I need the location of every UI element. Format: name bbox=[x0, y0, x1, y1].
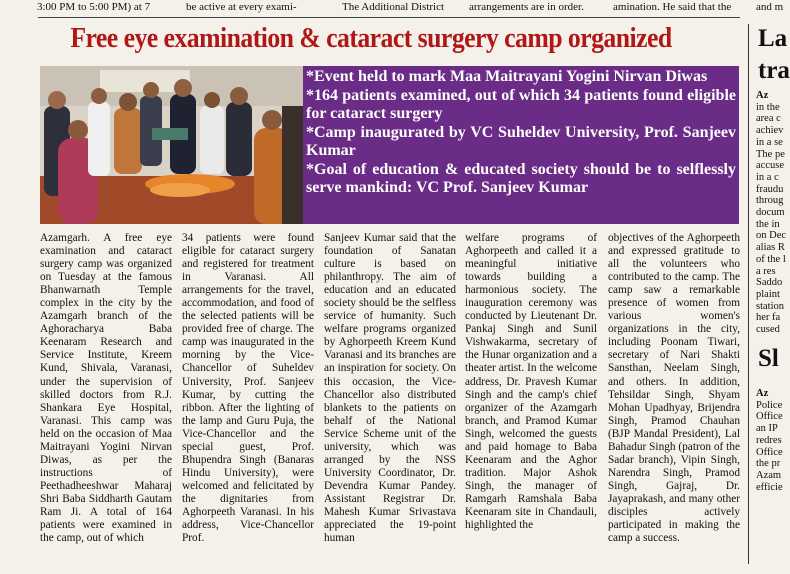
adjacent-line: docum bbox=[756, 207, 785, 219]
strip-text: arrangements are in order. bbox=[469, 1, 584, 13]
strip-text: amination. He said that the bbox=[613, 1, 732, 13]
inauguration-photo-icon bbox=[40, 66, 303, 224]
strip-text: and m bbox=[756, 1, 784, 13]
adjacent-headline-1b: tra bbox=[758, 57, 790, 84]
adjacent-line: area c bbox=[756, 113, 781, 125]
adjacent-line: a res bbox=[756, 265, 776, 277]
adjacent-line: the in bbox=[756, 218, 780, 230]
adjacent-headline-1a: La bbox=[758, 25, 788, 52]
strip-text: The Additional District bbox=[342, 1, 445, 13]
adjacent-line: of the l bbox=[756, 253, 786, 265]
adjacent-line: Az bbox=[756, 90, 769, 101]
adjacent-line: achiev bbox=[756, 125, 784, 137]
highlight-item: *Camp inaugurated by VC Suheldev University, Prof. Sanjeev Kumar bbox=[306, 123, 736, 159]
highlight-item: *Event held to mark Maa Maitrayani Yogini Nirvan Diwas bbox=[306, 68, 708, 85]
adjacent-line: station bbox=[756, 300, 784, 312]
adjacent-line: accuse bbox=[756, 160, 784, 172]
adjacent-line: Office bbox=[756, 446, 783, 458]
adjacent-line: her fa bbox=[756, 312, 781, 324]
adjacent-line: an IP bbox=[756, 423, 778, 435]
top-divider bbox=[38, 17, 740, 18]
adjacent-line: The pe bbox=[756, 148, 785, 160]
adjacent-line: cused bbox=[756, 324, 780, 336]
highlights-box bbox=[303, 66, 739, 224]
adjacent-text-2 bbox=[756, 388, 783, 493]
column-divider bbox=[748, 24, 749, 564]
adjacent-line: Az bbox=[756, 388, 769, 399]
adjacent-line: fraudu bbox=[756, 183, 784, 195]
adjacent-line: on Dec bbox=[756, 230, 787, 242]
headline: Free eye examination & cataract surgery camp organized bbox=[70, 23, 672, 54]
highlight-item: *Goal of education & educated society should be to selflessly serve mankind: VC Prof. Sanjeev Kumar bbox=[306, 160, 736, 196]
adjacent-line: efficie bbox=[756, 481, 783, 493]
adjacent-headline-2: Sl bbox=[758, 345, 779, 372]
inauguration-photo bbox=[40, 66, 303, 224]
adjacent-line: Office bbox=[756, 411, 783, 423]
article-body bbox=[40, 232, 740, 572]
previous-article-strip bbox=[0, 0, 784, 16]
adjacent-line: in the bbox=[756, 101, 780, 113]
article-column-1: Azamgarh. A free eye examination and cataract surgery camp was organized on Tuesday at the famous Bhanwarnath Temple complex in the city by the Azamgarh branch of the Aghoracharya Baba Keenaram Research and Service Institute, Kreem Kund, Shivala, Varanasi, under the supervision of skilled doctors from R.J. Shankara Eye Hospital, Varanasi. This camp was held on the occasion of Maa Maitrayani Yogini Nirvan Diwas, as per the instructions of Peethadheeshwar Maharaj Shri Baba Siddharth Gautam Ram Ji. A total of 164 patients were examined in the camp, out of which bbox=[40, 232, 172, 545]
adjacent-line: the pr bbox=[756, 458, 781, 470]
article-column-3: Sanjeev Kumar said that the foundation of Sanatan culture is based on philanthropy. The aim of education and an educated society should be the selfless service of humanity. Such welfare programs organized by Aghorpeeth Kreem Kund Varanasi and its branches are an inspiration for society. On this occasion, the Vice-Chancellor also distributed blankets to the patients on behalf of the National Service Scheme unit of the university, which was arranged by the NSS University Coordinator, Dr. Devendra Kumar Pandey. Assistant Registrar Dr. Mahesh Kumar Srivastava appreciated the 19-point human bbox=[324, 232, 456, 545]
adjacent-line: in a c bbox=[756, 171, 779, 183]
strip-text: be active at every exami- bbox=[186, 1, 297, 13]
article-column-2: 34 patients were found eligible for cataract surgery and registered for treatment in Varanasi. All arrangements for the travel, accommodation, and food of the selected patients will be provided free of charge. The camp was inaugurated in the morning by the Vice-Chancellor of Suheldev University, Prof. Sanjeev Kumar, by cutting the ribbon. After the lighting of the lamp and Guru Puja, the Vice-Chancellor and the special guest, Prof. Bhupendra Singh (Banaras Hindu University), were welcomed and felicitated by the dignitaries from Aghorpeeth Varanasi. In his address, Vice-Chancellor Prof. bbox=[182, 232, 314, 545]
adjacent-article bbox=[748, 24, 790, 574]
adjacent-line: redres bbox=[756, 434, 782, 446]
adjacent-line: Saddo bbox=[756, 277, 783, 289]
adjacent-line: throug bbox=[756, 195, 784, 207]
adjacent-line: plaint bbox=[756, 288, 780, 300]
highlight-item: *164 patients examined, out of which 34 patients found eligible for cataract surgery bbox=[306, 86, 736, 122]
adjacent-line: alias R bbox=[756, 242, 785, 254]
adjacent-line: Azam bbox=[756, 469, 782, 481]
adjacent-text-1 bbox=[756, 90, 786, 336]
article-column-4: welfare programs of Aghorpeeth and called it a meaningful initiative towards building a harmonious society. The inauguration ceremony was conducted by Lieutenant Dr. Pankaj Singh and Sunil Vishwakarma, secretary of the Hunar organization and a theater artist. In the welcome address, Dr. Pravesh Kumar Singh and the camp's chief organizer of the Azamgarh branch, and Pramod Kumar Singh, welcomed the guests and paid homage to Baba Keenaram and the Aghor tradition. Major Ashok Singh, the manager of Ramgarh Ramshala Baba Keenaram site in Chandauli, highlighted the bbox=[465, 232, 597, 532]
adjacent-line: in a se bbox=[756, 136, 783, 148]
article-column-5: objectives of the Aghorpeeth and expressed gratitude to all the volunteers who contributed to the camp. The camp saw a remarkable presence of women from various women's organizations in the city, including Poonam Tiwari, secretary of Nari Shakti Sansthan, Neelam Singh, and others. In addition, Tehsildar Singh, Shyam Mohan Upadhyay, Brijendra Singh, Pramod Chauhan (BJP Mandal President), Lal Bahadur Singh (patron of the Sadar branch), Vipin Singh, Narendra Singh, Pramod Singh, Gajraj, Dr. Jayaprakash, and many other disciples actively participated in making the camp a success. bbox=[608, 232, 740, 545]
adjacent-line: Police bbox=[756, 399, 783, 411]
strip-text: 3:00 PM to 5:00 PM) at 7 bbox=[37, 1, 151, 13]
